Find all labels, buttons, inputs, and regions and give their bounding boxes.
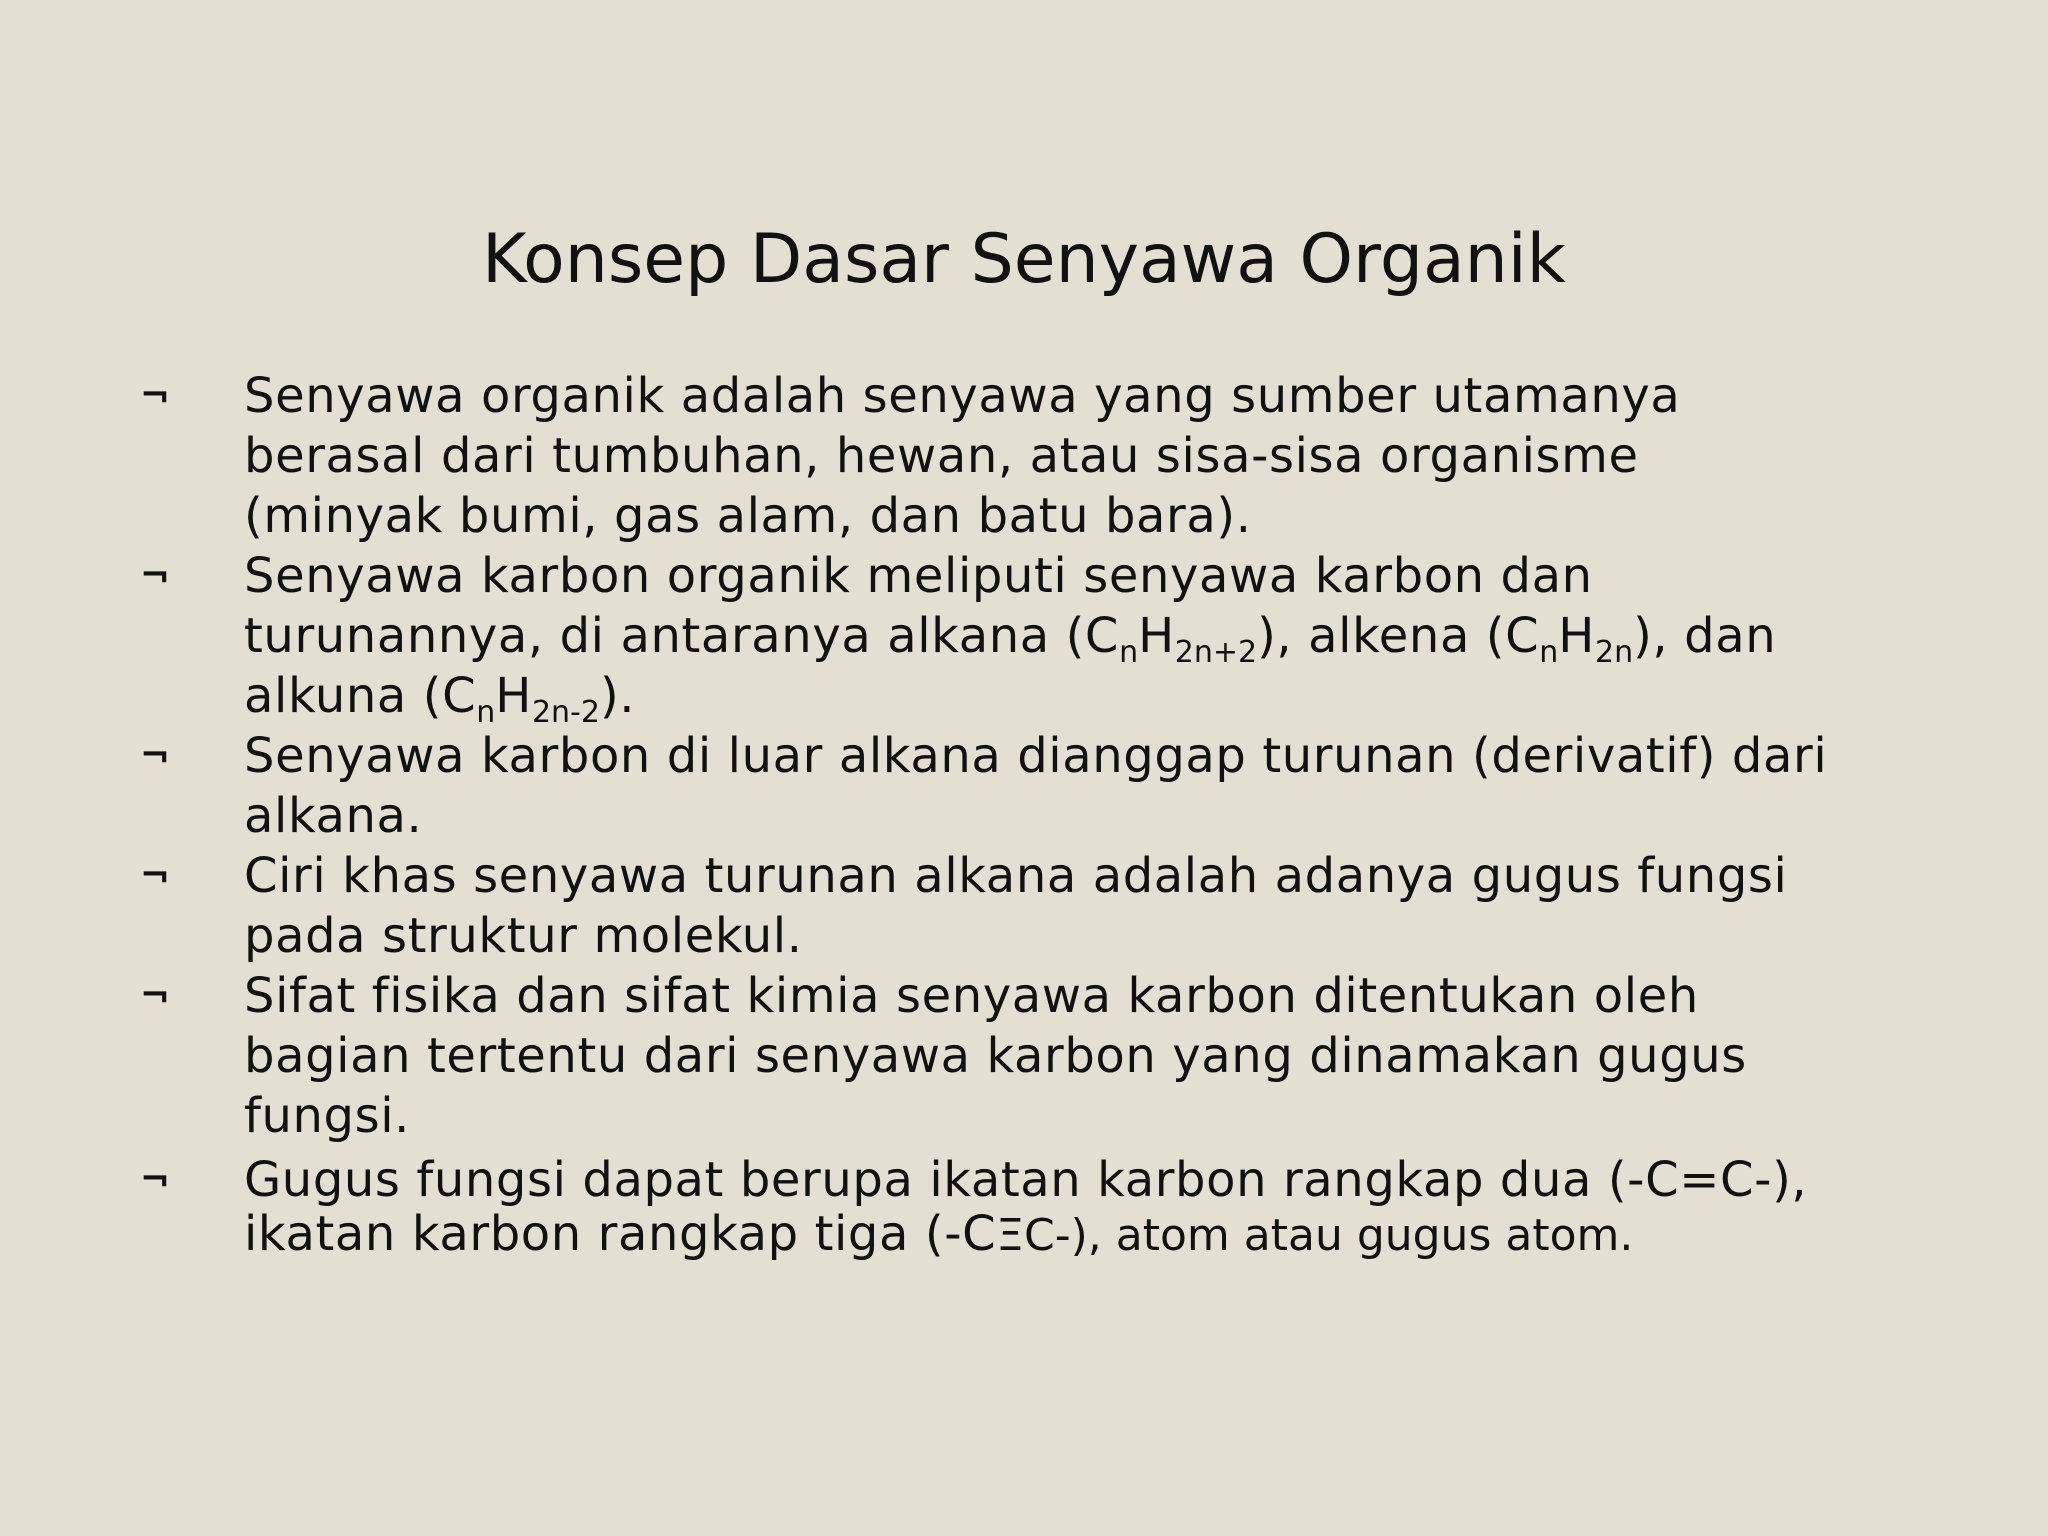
- formula-text: H: [1558, 608, 1595, 664]
- bullet-text: [244, 726, 1944, 846]
- formula-subscript: 2n+2: [1174, 635, 1258, 670]
- bullet-line-formula: [244, 1204, 1944, 1264]
- formula-text: H: [1138, 608, 1175, 664]
- bullet-line: (minyak bumi, gas alam, dan batu bara).: [244, 488, 1252, 544]
- bullet-text: [244, 366, 1944, 546]
- formula-subscript: n: [1119, 635, 1139, 670]
- bullet-line: Sifat fisika dan sifat kimia senyawa karbon ditentukan oleh: [244, 968, 1699, 1024]
- formula-text: ), atom atau gugus atom.: [1070, 1210, 1634, 1261]
- formula-text: ).: [599, 668, 636, 724]
- bullet-line: Senyawa organik adalah senyawa yang sumber utamanya: [244, 368, 1681, 424]
- formula-text: H: [495, 668, 532, 724]
- bullet-marker-icon: ¬: [139, 735, 171, 776]
- formula-text: ), dan: [1633, 608, 1777, 664]
- bullet-marker-icon: ¬: [139, 1159, 171, 1200]
- triple-bond-text: ΞC-: [996, 1210, 1071, 1261]
- bullet-marker-icon: ¬: [139, 375, 171, 416]
- bullet-marker-icon: ¬: [139, 975, 171, 1016]
- bullet-marker-icon: ¬: [139, 555, 171, 596]
- bullet-line: Senyawa karbon di luar alkana dianggap turunan (derivatif) dari: [244, 728, 1828, 784]
- bullet-line-formula: [244, 606, 1944, 670]
- bullet-line: bagian tertentu dari senyawa karbon yang dinamakan gugus: [244, 1028, 1747, 1084]
- bullet-line: Gugus fungsi dapat berupa ikatan karbon rangkap dua (-C=C-),: [244, 1152, 1808, 1208]
- slide-title: Konsep Dasar Senyawa Organik: [481, 220, 1567, 299]
- formula-subscript: 2n: [1594, 635, 1634, 670]
- formula-text: ikatan karbon rangkap tiga (-C: [244, 1206, 997, 1262]
- bullet-line: Senyawa karbon organik meliputi senyawa karbon dan: [244, 548, 1593, 604]
- bullet-line: alkana.: [244, 788, 423, 844]
- bullet-marker-icon: ¬: [139, 855, 171, 896]
- bullet-text: [244, 846, 1944, 966]
- bullet-text: [244, 546, 1944, 730]
- formula-subscript: n: [476, 695, 496, 730]
- formula-text: alkuna (C: [244, 668, 477, 724]
- bullet-line-formula: [244, 666, 1944, 730]
- formula-text: turunannya, di antaranya alkana (C: [244, 608, 1120, 664]
- formula-text: ), alkena (C: [1257, 608, 1540, 664]
- bullet-line: pada struktur molekul.: [244, 908, 803, 964]
- formula-subscript: 2n-2: [531, 695, 600, 730]
- bullet-text: [244, 966, 1944, 1146]
- bullet-line: berasal dari tumbuhan, hewan, atau sisa-sisa organisme: [244, 428, 1639, 484]
- formula-subscript: n: [1539, 635, 1559, 670]
- bullet-text: [244, 1150, 1944, 1264]
- bullet-line: fungsi.: [244, 1088, 411, 1144]
- bullet-line: Ciri khas senyawa turunan alkana adalah adanya gugus fungsi: [244, 848, 1788, 904]
